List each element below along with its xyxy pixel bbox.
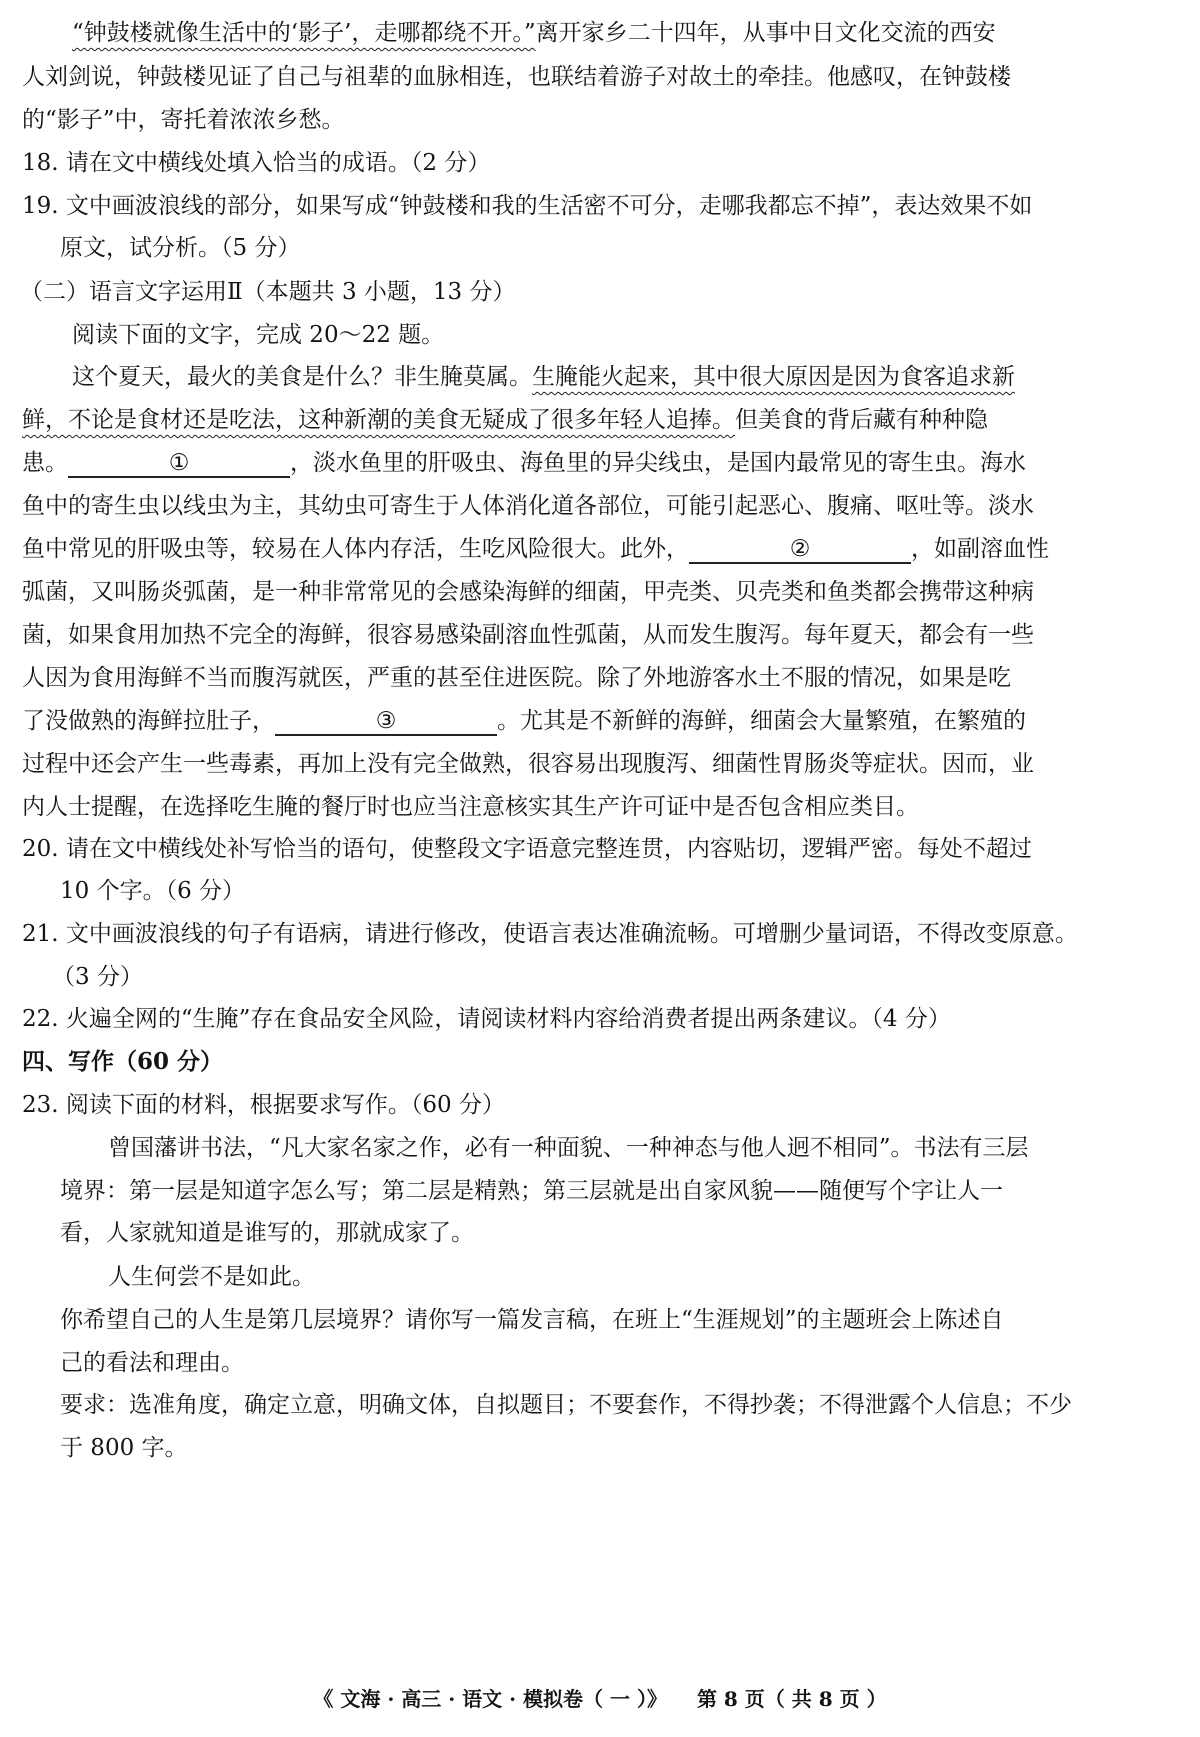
material-line-1: 曾国藩讲书法，“凡大家名家之作，必有一种面貌、一种神态与他人迥不相同”。书法有三层	[108, 1135, 1029, 1161]
question-19-line-2: 原文，试分析。（5 分）	[60, 235, 301, 261]
page-footer	[0, 1686, 1200, 1712]
wavy-quote: “钟鼓楼就像生活中的‘影子’，走哪都绕不开。”	[72, 20, 536, 46]
section-4-heading: 四、写作（60 分）	[22, 1048, 224, 1075]
answer-blank-3[interactable]: ③	[275, 708, 497, 736]
passage-prev-line-3: 的“影子”中，寄托着浓浓乡愁。	[22, 107, 345, 133]
section-2-heading: （二）语言文字运用Ⅱ（本题共 3 小题，13 分）	[20, 279, 516, 305]
passage-line-6: 弧菌，又叫肠炎弧菌，是一种非常常见的会感染海鲜的细菌，甲壳类、贝壳类和鱼类都会携带这种病	[22, 579, 1034, 605]
wavy-sentence: 生腌能火起来，其中很大原因是因为食客追求新	[532, 364, 1015, 390]
requirement-line-1: 要求：选准角度，确定立意，明确文体，自拟题目；不要套作，不得抄袭；不得泄露个人信息；不少	[60, 1392, 1072, 1418]
question-18: 18. 请在文中横线处填入恰当的成语。（2 分）	[22, 150, 491, 176]
question-23: 23. 阅读下面的材料，根据要求写作。（60 分）	[22, 1092, 505, 1118]
passage-line-10: 过程中还会产生一些毒素，再加上没有完全做熟，很容易出现腹泻、细菌性胃肠炎等症状。因而，业	[22, 751, 1034, 777]
passage-line-9: 了没做熟的海鲜拉肚子， ③ 。尤其是不新鲜的海鲜，细菌会大量繁殖，在繁殖的	[22, 708, 1026, 734]
passage-line-2: 鲜，不论是食材还是吃法，这种新潮的美食无疑成了很多年轻人追捧。但美食的背后藏有种种隐	[22, 407, 988, 433]
passage-line-5: 鱼中常见的肝吸虫等，较易在人体内存活，生吃风险很大。此外， ② ，如副溶血性	[22, 536, 1049, 562]
passage-line-8: 人因为食用海鲜不当而腹泻就医，严重的甚至住进医院。除了外地游客水土不服的情况，如果是吃	[22, 665, 1011, 691]
answer-blank-2[interactable]: ②	[689, 536, 911, 564]
passage-prev-line-1: “钟鼓楼就像生活中的‘影子’，走哪都绕不开。”离开家乡二十四年，从事中日文化交流的西安	[72, 20, 996, 46]
question-21-line-1: 21. 文中画波浪线的句子有语病，请进行修改，使语言表达准确流畅。可增删少量词语，不得改变原意。	[22, 921, 1078, 947]
wavy-sentence-cont: 鲜，不论是食材还是吃法，这种新潮的美食无疑成了很多年轻人追捧。	[22, 407, 735, 433]
question-21-line-2: （3 分）	[52, 964, 143, 990]
passage-line-1: 这个夏天，最火的美食是什么？非生腌莫属。生腌能火起来，其中很大原因是因为食客追求新	[72, 364, 1015, 390]
reading-instruction: 阅读下面的文字，完成 20～22 题。	[72, 322, 445, 348]
material-line-2: 境界：第一层是知道字怎么写；第二层是精熟；第三层就是出自家风貌——随便写个字让人一	[60, 1178, 1003, 1204]
answer-blank-1[interactable]: ①	[68, 450, 290, 478]
passage-prev-line-2: 人刘剑说，钟鼓楼见证了自己与祖辈的血脉相连，也联结着游子对故土的牵挂。他感叹，在钟鼓楼	[22, 64, 1011, 90]
question-20-line-1: 20. 请在文中横线处补写恰当的语句，使整段文字语意完整连贯，内容贴切，逻辑严密。每处不超过	[22, 836, 1032, 862]
passage-line-11: 内人士提醒，在选择吃生腌的餐厅时也应当注意核实其生产许可证中是否包含相应类目。	[22, 794, 919, 820]
material-line-4: 人生何尝不是如此。	[108, 1264, 315, 1290]
task-line-2: 己的看法和理由。	[60, 1350, 244, 1376]
question-20-line-2: 10 个字。（6 分）	[60, 878, 246, 904]
footer-book-title: 《 文海 · 高三 · 语文 · 模拟卷（ 一 ）》	[313, 1687, 667, 1711]
requirement-line-2: 于 800 字。	[60, 1435, 188, 1461]
passage-line-3: 患。 ① ，淡水鱼里的肝吸虫、海鱼里的异尖线虫，是国内最常见的寄生虫。海水	[22, 450, 1026, 476]
passage-line-4: 鱼中的寄生虫以线虫为主，其幼虫可寄生于人体消化道各部位，可能引起恶心、腹痛、呕吐等。淡水	[22, 493, 1034, 519]
footer-page-number: 第 8 页（ 共 8 页 ）	[696, 1687, 887, 1711]
question-22: 22. 火遍全网的“生腌”存在食品安全风险，请阅读材料内容给消费者提出两条建议。（4 分）	[22, 1006, 951, 1032]
question-19-line-1: 19. 文中画波浪线的部分，如果写成“钟鼓楼和我的生活密不可分，走哪我都忘不掉”，表达效果不如	[22, 193, 1033, 219]
material-line-3: 看，人家就知道是谁写的，那就成家了。	[60, 1220, 474, 1246]
passage-line-7: 菌，如果食用加热不完全的海鲜，很容易感染副溶血性弧菌，从而发生腹泻。每年夏天，都会有一些	[22, 622, 1034, 648]
task-line-1: 你希望自己的人生是第几层境界？请你写一篇发言稿，在班上“生涯规划”的主题班会上陈述自	[60, 1307, 1004, 1333]
